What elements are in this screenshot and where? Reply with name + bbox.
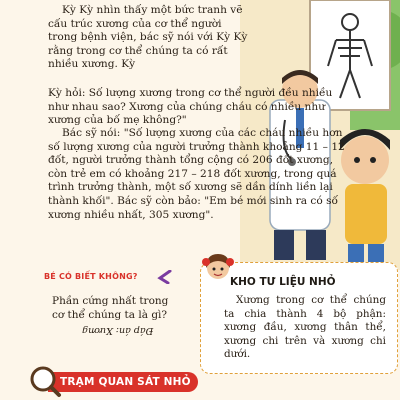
observation-banner-label: TRẠM QUAN SÁT NHỎ (60, 376, 191, 388)
quiz-answer: Đáp án: Xương (82, 325, 154, 336)
arrow-icon (156, 270, 172, 284)
quiz-title: BÉ CÓ BIẾT KHÔNG? (44, 272, 138, 281)
story-text-2: Kỳ hỏi: Số lượng xương trong cơ thể người đều nhiều như nhau sao? Xương của chúng cháu có nhiều như xương của bố mẹ không?" (48, 87, 333, 127)
quiz-box (44, 272, 196, 350)
story-paragraph-2 (48, 87, 336, 128)
archive-body (224, 294, 386, 362)
story-paragraph-1 (48, 4, 248, 72)
archive-body-text: Xương trong cơ thể chúng ta chia thành 4 bộ phận: xương đầu, xương thân thể, xương chi trên và xương chi dưới. (224, 294, 386, 361)
story-paragraph-3 (48, 127, 354, 222)
story-text-3: Bác sỹ nói: "Số lượng xương của các cháu nhiều hơn số lượng xương của người trưởng thành khoảng 11 – 12 đốt, người trưởng thành tổng cộng có 206 đốt xương, còn trẻ em có khoảng 217 – 218 đốt xương, trong quá trình trưởng thành, một số xương sẽ dần dính liền lại thành khối". Bác sỹ còn bảo: "Em bé mới sinh ra có số xương nhiều nhất, 305 xương". (48, 127, 345, 221)
story-text-1: Kỳ Kỳ nhìn thấy một bức tranh vẽ cấu trúc xương của cơ thể người trong bệnh viện, bác sỹ nói với Kỳ Kỳ rằng trong cơ thể chúng ta có rất nhiều xương. Kỳ (48, 4, 248, 71)
archive-title: KHO TƯ LIỆU NHỎ (230, 276, 336, 288)
magnifier-icon (28, 364, 62, 398)
quiz-question: Phần cứng nhất trong cơ thể chúng ta là gì? (52, 295, 169, 321)
